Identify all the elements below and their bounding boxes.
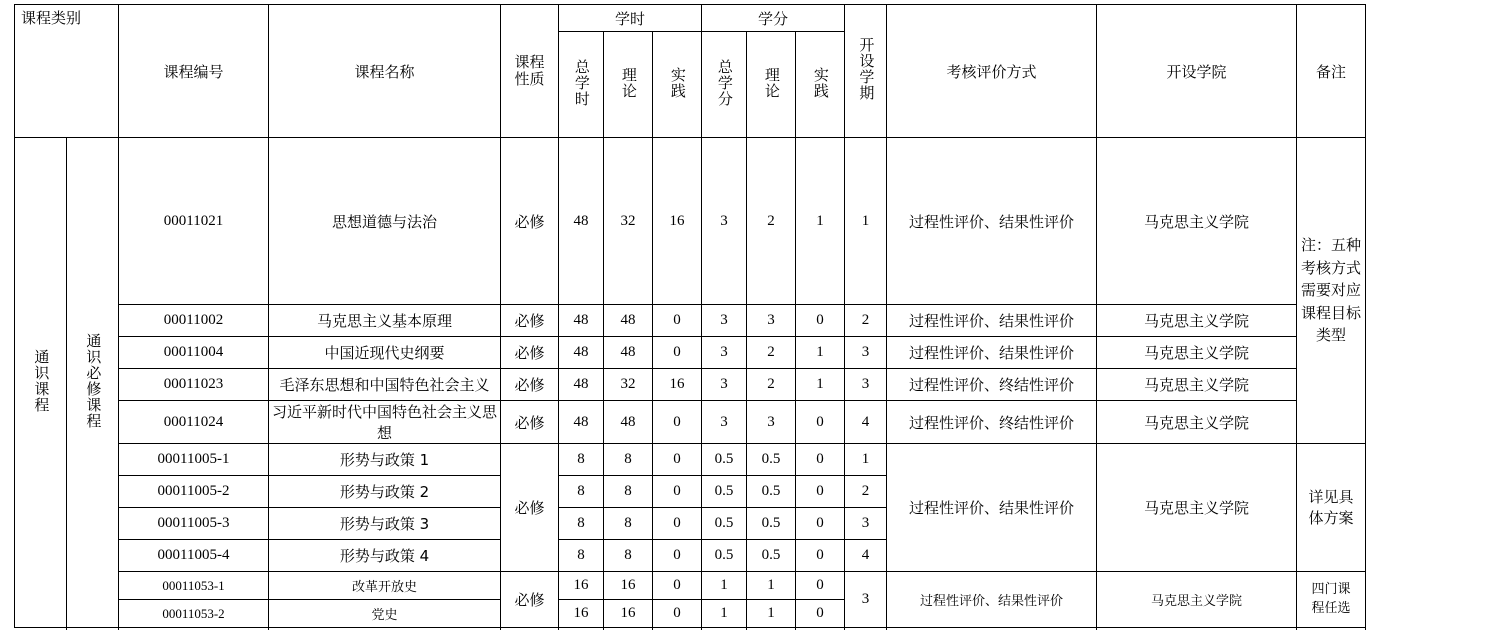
header-code: 课程编号 [119, 5, 269, 138]
cell-name: 毛泽东思想和中国特色社会主义 [269, 369, 501, 401]
cell-code: 00011021 [119, 138, 269, 305]
cell-college: 马克思主义学院 [1097, 138, 1297, 305]
cell-remark-note: 注：五种考核方式需要对应课程目标类型 [1297, 138, 1366, 444]
header-credits-group: 学分 [702, 5, 845, 32]
cell-name: 形势与政策 4 [269, 540, 501, 572]
header-hours-total: 总学时 [559, 32, 604, 138]
cell-code: 00011005-4 [119, 540, 269, 572]
cell-credits-practice: 0 [796, 305, 845, 337]
cell-hours-theory: 32 [604, 138, 653, 305]
header-credits-practice: 实践 [796, 32, 845, 138]
cell-credits-theory: 2 [747, 138, 796, 305]
cell-hours-practice: 0 [653, 401, 702, 444]
cell-credits-theory: 1 [747, 572, 796, 600]
cell-credits-practice: 0 [796, 572, 845, 600]
cell-assessment: 过程性评价、结果性评价 [887, 572, 1097, 628]
cell-term: 2 [845, 476, 887, 508]
cell-term: 1 [845, 138, 887, 305]
table-row [15, 444, 1366, 476]
cell-category-inner: 通识必修课程 [67, 138, 119, 628]
cell-hours-theory: 48 [604, 337, 653, 369]
cell-nature: 必修 [501, 369, 559, 401]
cell-term: 3 [845, 337, 887, 369]
cell-term: 4 [845, 540, 887, 572]
cell-hours-theory: 32 [604, 369, 653, 401]
cell-credits-practice: 1 [796, 337, 845, 369]
cell-code: 00011024 [119, 401, 269, 444]
cell-hours-practice: 0 [653, 540, 702, 572]
cell-hours-total: 48 [559, 401, 604, 444]
cell-hours-practice: 16 [653, 369, 702, 401]
cell-code: 00011053-2 [119, 600, 269, 628]
cell-assessment: 过程性评价、结果性评价 [887, 337, 1097, 369]
table-row [15, 305, 1366, 337]
cell-code: 00011053-1 [119, 572, 269, 600]
table-row [15, 572, 1366, 600]
cell-hours-theory: 8 [604, 444, 653, 476]
cell-credits-total: 0.5 [702, 476, 747, 508]
cell-college: 马克思主义学院 [1097, 444, 1297, 572]
cell-hours-theory: 8 [604, 476, 653, 508]
header-hours-theory: 理论 [604, 32, 653, 138]
cell-remark: 详见具 体方案 [1297, 444, 1366, 572]
cell-hours-practice: 0 [653, 476, 702, 508]
cell-college: 马克思主义学院 [1097, 572, 1297, 628]
cell-hours-theory: 8 [604, 540, 653, 572]
cell-hours-theory: 8 [604, 508, 653, 540]
cell-term: 3 [845, 369, 887, 401]
cell-credits-practice: 0 [796, 476, 845, 508]
cell-credits-practice: 1 [796, 138, 845, 305]
cell-assessment: 过程性评价、结果性评价 [887, 305, 1097, 337]
cell-hours-total: 8 [559, 540, 604, 572]
cell-hours-practice: 0 [653, 600, 702, 628]
cell-hours-practice: 0 [653, 444, 702, 476]
cell-credits-total: 3 [702, 305, 747, 337]
cell-credits-theory: 0.5 [747, 540, 796, 572]
cell-credits-theory: 2 [747, 369, 796, 401]
cell-category-outer: 通识课程 [15, 138, 67, 628]
cell-hours-theory: 48 [604, 305, 653, 337]
cell-term: 2 [845, 305, 887, 337]
table-row [15, 138, 1366, 305]
cell-code: 00011004 [119, 337, 269, 369]
cell-hours-practice: 16 [653, 138, 702, 305]
header-nature: 课程 性质 [501, 5, 559, 138]
cell-credits-total: 1 [702, 600, 747, 628]
header-hours-practice: 实践 [653, 32, 702, 138]
header-credits-total: 总学分 [702, 32, 747, 138]
cell-hours-total: 48 [559, 305, 604, 337]
cell-credits-theory: 3 [747, 305, 796, 337]
cell-term: 1 [845, 444, 887, 476]
cell-nature: 必修 [501, 138, 559, 305]
cell-name: 形势与政策 1 [269, 444, 501, 476]
cell-term: 4 [845, 401, 887, 444]
cell-nature: 必修 [501, 401, 559, 444]
header-credits-theory: 理论 [747, 32, 796, 138]
cell-hours-theory: 16 [604, 572, 653, 600]
cell-name: 中国近现代史纲要 [269, 337, 501, 369]
cell-credits-practice: 0 [796, 444, 845, 476]
cell-hours-total: 8 [559, 508, 604, 540]
cell-credits-total: 3 [702, 401, 747, 444]
cell-hours-total: 8 [559, 444, 604, 476]
cell-credits-total: 3 [702, 369, 747, 401]
cell-name: 形势与政策 3 [269, 508, 501, 540]
cell-credits-total: 3 [702, 138, 747, 305]
cell-code: 00011005-2 [119, 476, 269, 508]
cell-assessment: 过程性评价、终结性评价 [887, 401, 1097, 444]
cell-credits-practice: 0 [796, 600, 845, 628]
cell-hours-practice: 0 [653, 337, 702, 369]
header-row-1 [15, 5, 1366, 32]
header-college: 开设学院 [1097, 5, 1297, 138]
cell-name: 思想道德与法治 [269, 138, 501, 305]
cell-hours-practice: 0 [653, 305, 702, 337]
cell-nature: 必修 [501, 572, 559, 628]
cell-credits-total: 0.5 [702, 540, 747, 572]
cell-name: 习近平新时代中国特色社会主义思想 [269, 401, 501, 444]
header-name: 课程名称 [269, 5, 501, 138]
cell-credits-total: 0.5 [702, 508, 747, 540]
cell-name: 形势与政策 2 [269, 476, 501, 508]
cell-college: 马克思主义学院 [1097, 337, 1297, 369]
cell-assessment: 过程性评价、结果性评价 [887, 138, 1097, 305]
cell-college: 马克思主义学院 [1097, 401, 1297, 444]
cell-hours-total: 16 [559, 572, 604, 600]
cell-assessment: 过程性评价、终结性评价 [887, 369, 1097, 401]
cell-college: 马克思主义学院 [1097, 305, 1297, 337]
header-assessment: 考核评价方式 [887, 5, 1097, 138]
table-bottom-continuation [14, 622, 1477, 630]
cell-code: 00011005-3 [119, 508, 269, 540]
cell-code: 00011023 [119, 369, 269, 401]
table-row [15, 401, 1366, 444]
cell-hours-total: 48 [559, 337, 604, 369]
cell-hours-total: 16 [559, 600, 604, 628]
cell-credits-theory: 0.5 [747, 476, 796, 508]
cell-hours-theory: 16 [604, 600, 653, 628]
cell-credits-practice: 0 [796, 508, 845, 540]
cell-credits-practice: 0 [796, 401, 845, 444]
cell-credits-practice: 0 [796, 540, 845, 572]
cell-credits-practice: 1 [796, 369, 845, 401]
cell-credits-total: 1 [702, 572, 747, 600]
cell-college: 马克思主义学院 [1097, 369, 1297, 401]
table-row [15, 337, 1366, 369]
cell-term: 3 [845, 508, 887, 540]
cell-remark: 四门课 程任选 [1297, 572, 1366, 628]
cell-hours-total: 48 [559, 138, 604, 305]
cell-hours-theory: 48 [604, 401, 653, 444]
header-category: 课程类别 [15, 5, 119, 138]
cell-code: 00011002 [119, 305, 269, 337]
cell-credits-total: 0.5 [702, 444, 747, 476]
cell-code: 00011005-1 [119, 444, 269, 476]
cell-nature: 必修 [501, 444, 559, 572]
cell-credits-theory: 1 [747, 600, 796, 628]
cell-assessment: 过程性评价、结果性评价 [887, 444, 1097, 572]
cell-hours-total: 8 [559, 476, 604, 508]
table-row [15, 369, 1366, 401]
cell-nature: 必修 [501, 337, 559, 369]
cell-name: 改革开放史 [269, 572, 501, 600]
cell-hours-total: 48 [559, 369, 604, 401]
cell-credits-theory: 3 [747, 401, 796, 444]
cell-name: 党史 [269, 600, 501, 628]
curriculum-table [14, 4, 1366, 628]
cell-credits-theory: 0.5 [747, 444, 796, 476]
cell-credits-total: 3 [702, 337, 747, 369]
cell-hours-practice: 0 [653, 508, 702, 540]
cell-credits-theory: 0.5 [747, 508, 796, 540]
cell-term: 3 [845, 572, 887, 628]
header-term: 开设学期 [845, 5, 887, 138]
cell-hours-practice: 0 [653, 572, 702, 600]
cell-name: 马克思主义基本原理 [269, 305, 501, 337]
cell-nature: 必修 [501, 305, 559, 337]
header-hours-group: 学时 [559, 5, 702, 32]
header-remark: 备注 [1297, 5, 1366, 138]
cell-credits-theory: 2 [747, 337, 796, 369]
